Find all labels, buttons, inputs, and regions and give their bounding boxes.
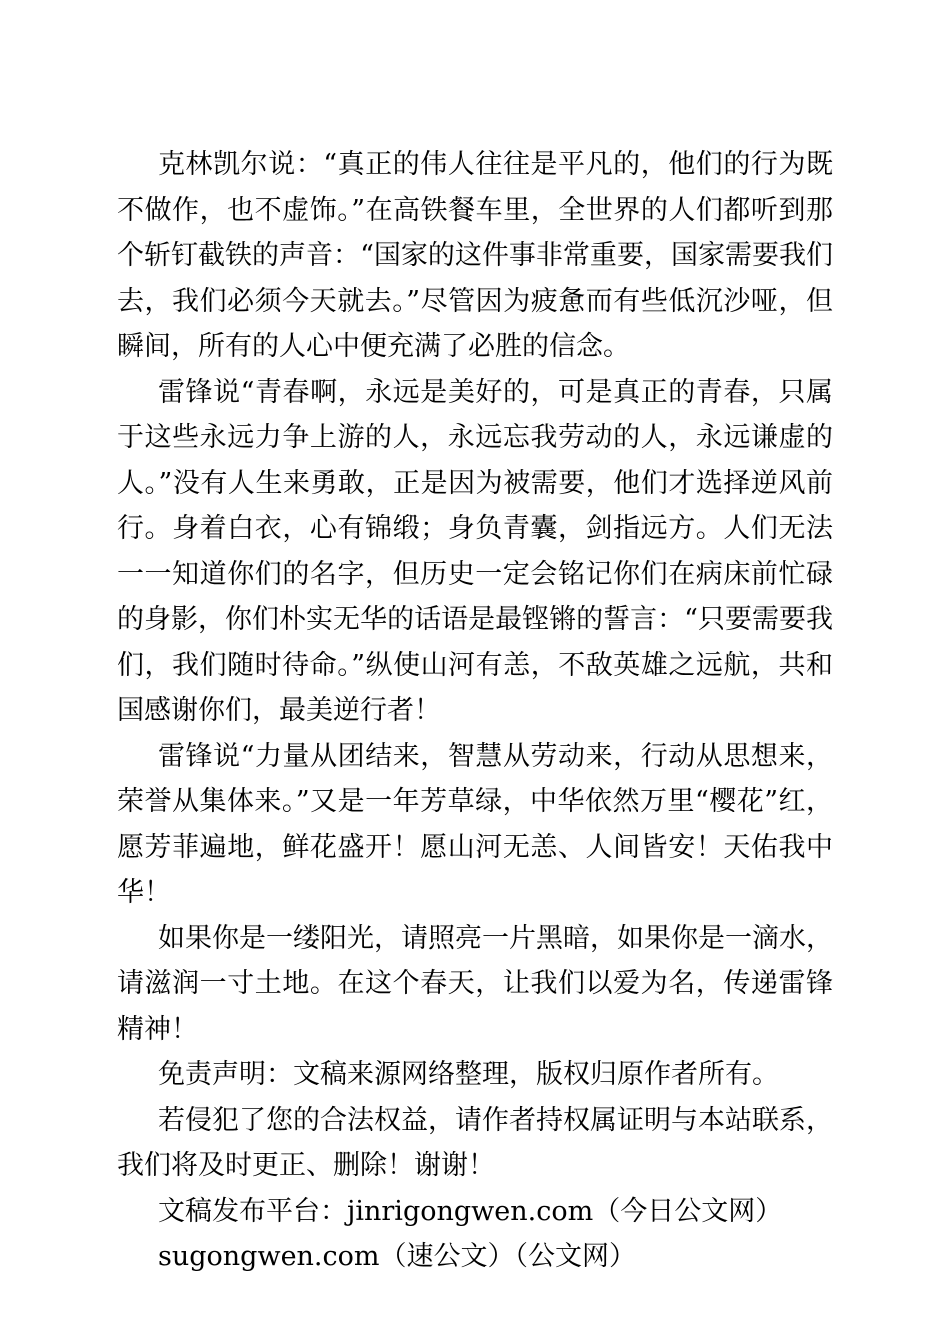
infringement-notice: 若侵犯了您的合法权益，请作者持权属证明与本站联系，我们将及时更正、删除！谢谢！ <box>117 1104 833 1181</box>
disclaimer-line: 免责声明：文稿来源网络整理，版权归原作者所有。 <box>158 1059 779 1090</box>
document-page <box>117 142 833 1280</box>
paragraph-leifeng-youth: 雷锋说“青春啊，永远是美好的，可是真正的青春，只属于这些永远力争上游的人，永远忘我劳动的人，永远谦虚的人。”没有人生来勇敢，正是因为被需要，他们才选择逆风前行。身着白衣，心有锦缎；身负青囊，剑指远方。人们无法一一知道你们的名字，但历史一定会铭记你们在病床前忙碌的身影，你们朴实无华的话语是最铿锵的誓言：“只要需要我们，我们随时待命。”纵使山河有恙，不敌英雄之远航，共和国感谢你们，最美逆行者！ <box>117 376 833 726</box>
paragraph-leifeng-unity: 雷锋说“力量从团结来，智慧从劳动来，行动从思想来，荣誉从集体来。”又是一年芳草绿，中华依然万里“樱花”红，愿芳菲遍地，鲜花盛开！愿山河无恙、人间皆安！天佑我中华！ <box>117 740 833 908</box>
sugongwen-line: sugongwen.com（速公文）（公文网） <box>158 1241 636 1272</box>
paragraph-quote-kelinkaier: 克林凯尔说：“真正的伟人往往是平凡的，他们的行为既不做作，也不虚饰。”在高铁餐车里，全世界的人们都听到那个斩钉截铁的声音：“国家的这件事非常重要，国家需要我们去，我们必须今天就去。”尽管因为疲惫而有些低沉沙哑，但瞬间，所有的人心中便充满了必胜的信念。 <box>117 149 833 362</box>
publish-platform-line: 文稿发布平台：jinrigongwen.com（今日公文网） <box>158 1195 783 1227</box>
paragraph-sunshine: 如果你是一缕阳光，请照亮一片黑暗，如果你是一滴水，请滋润一寸土地。在这个春天，让我们以爱为名，传递雷锋精神！ <box>117 922 833 1045</box>
